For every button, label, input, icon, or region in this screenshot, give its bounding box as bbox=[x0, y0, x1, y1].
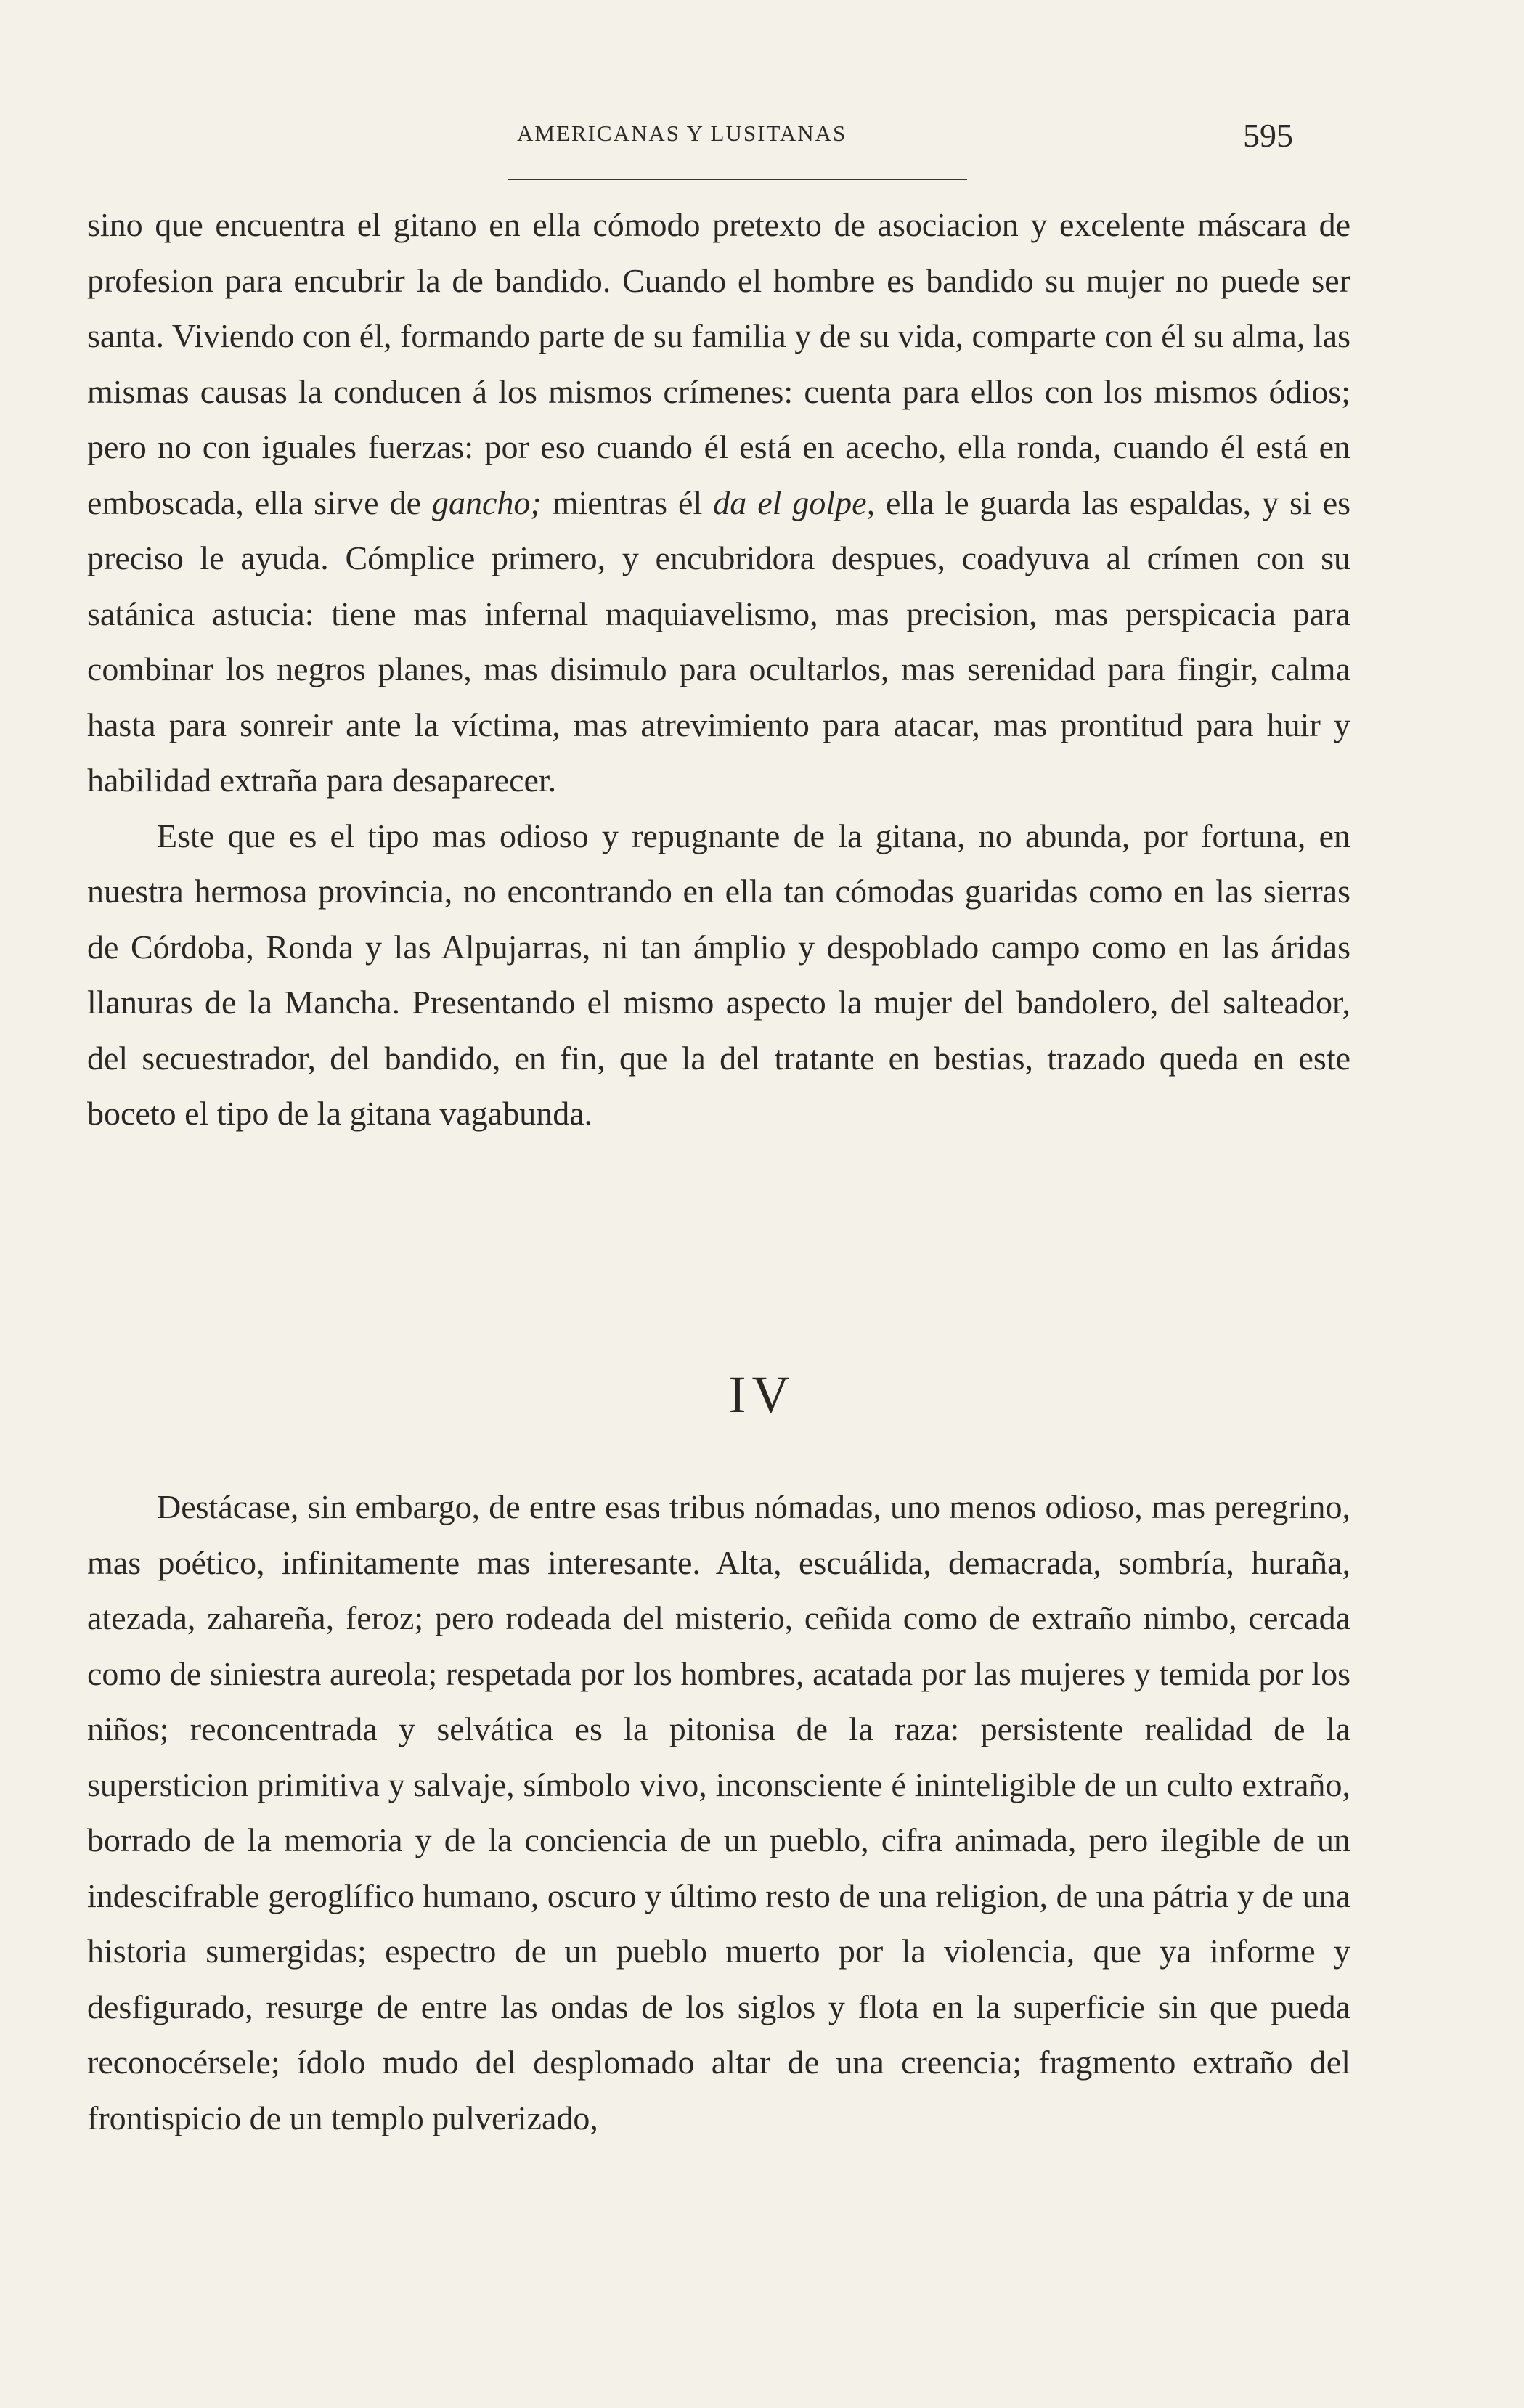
paragraph-2: Este que es el tipo mas odioso y repugnante de la gitana, no abunda, por fortuna, en nuestra hermosa provincia, no encontrando en ella tan cómodas guaridas como en las sierras de Córdoba, Ronda y las Alpujarras, ni tan ámplio y despoblado campo como en las áridas llanuras de la Mancha. Presentando el mismo aspecto la mujer del bandolero, del salteador, del secuestrador, del bandido, en fin, que la del tratante en bestias, trazado queda en este boceto el tipo de la gitana vagabunda. bbox=[87, 817, 1350, 1132]
paragraph-1-text-a: sino que encuentra el gitano en ella cómodo pretexto de asociacion y excelente máscara de profesion para encubrir la de bandido. Cuando el hombre es bandido su mujer no puede ser santa. Viviendo con él, formando parte de su familia y de su vida, comparte con él su alma, las mismas causas la conducen á los mismos crímenes: cuenta para ellos con los mismos ódios; pero no con iguales fuerzas: por eso cuando él está en acecho, ella ronda, cuando él está en emboscada, ella sirve de bbox=[87, 206, 1350, 521]
section-2-text bbox=[87, 1480, 1350, 2146]
chapter-numeral: IV bbox=[728, 1366, 796, 1424]
italic-da-el-golpe: da el golpe, bbox=[713, 483, 876, 521]
paragraph-1-text-b: mientras él bbox=[541, 483, 714, 521]
italic-gancho: gancho; bbox=[431, 483, 542, 521]
header-rule bbox=[508, 179, 967, 180]
paragraph-1 bbox=[87, 197, 1350, 809]
paragraph-1-text-c: ella le guarda las espaldas, y si es preciso le ayuda. Cómplice primero, y encubridora despues, coadyuva al crímen con su satánica astucia: tiene mas infernal maquiavelismo, mas precision, mas perspicacia para combinar los negros planes, mas disimulo para ocultarlos, mas serenidad para fingir, calma hasta para sonreir ante la víctima, mas atrevimiento para atacar, mas prontitud para huir y habilidad extraña para desaparecer. bbox=[87, 483, 1351, 799]
paragraph-3: Destácase, sin embargo, de entre esas tribus nómadas, uno menos odioso, mas peregrino, mas poético, infinitamente mas interesante. Alta, escuálida, demacrada, sombría, huraña, atezada, zahareña, feroz; pero rodeada del misterio, ceñida como de extraño nimbo, cercada como de siniestra aureola; respetada por los hombres, acatada por las mujeres y temida por los niños; reconcentrada y selvática es la pitonisa de la raza: persistente realidad de la supersticion primitiva y salvaje, símbolo vivo, inconsciente é ininteligible de un culto extraño, borrado de la memoria y de la conciencia de un pueblo, cifra animada, pero ilegible de un indescifrable geroglífico humano, oscuro y último resto de una religion, de una pátria y de una historia sumergidas; espectro de un pueblo muerto por la violencia, que ya informe y desfigurado, resurge de entre las ondas de los siglos y flota en la superficie sin que pueda reconocérsele; ídolo mudo del desplomado altar de una creencia; fragmento extraño del frontispicio de un templo pulverizado, bbox=[87, 1488, 1350, 2136]
running-title: AMERICANAS Y LUSITANAS bbox=[517, 121, 847, 146]
section-1-text bbox=[87, 197, 1350, 1142]
page-number: 595 bbox=[1243, 117, 1293, 154]
